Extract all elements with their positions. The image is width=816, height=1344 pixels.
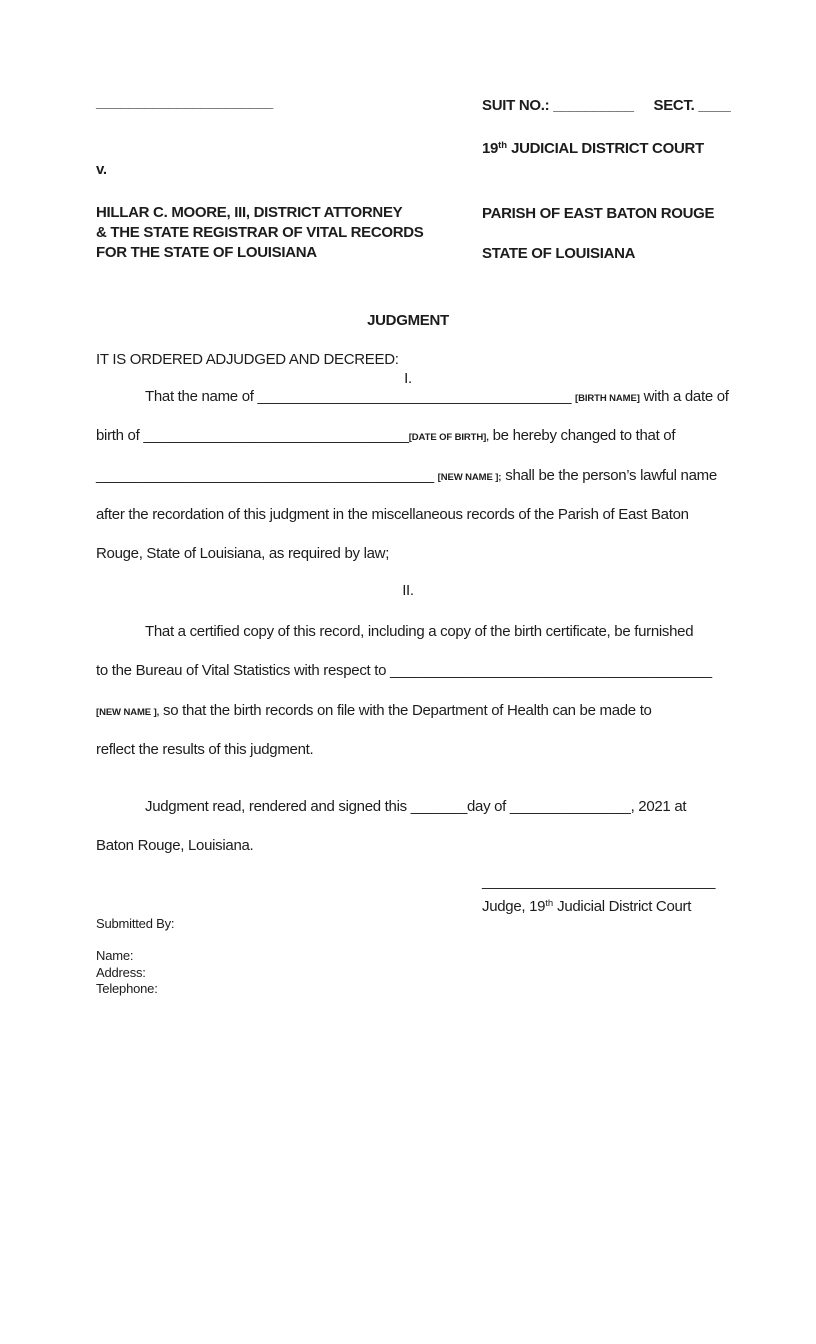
section-two-heading: II. [402, 582, 414, 599]
submitted-by-label: Submitted By: [96, 916, 175, 931]
closing-paragraph [96, 787, 756, 866]
document-line [96, 787, 756, 826]
placeholder-tag: [DATE OF BIRTH], [408, 432, 489, 444]
text-run: after the recordation of this judgment in the miscellaneous records of the Parish of East Baton [96, 505, 689, 523]
respondent-line: FOR THE STATE OF LOUISIANA [96, 244, 317, 261]
placeholder-tag: [BIRTH NAME] [575, 393, 640, 404]
text-run: That a certified copy of this record, including a copy of the birth certificate, be furnished [145, 623, 694, 640]
respondent-line: & THE STATE REGISTRAR OF VITAL RECORDS [96, 224, 424, 241]
document-title: JUDGMENT [367, 312, 449, 329]
judge-title-suffix: Judicial District Court [557, 898, 692, 915]
submitted-field-label: Name: [96, 948, 134, 963]
blank-underline: ________________________________________ [390, 662, 712, 680]
text-run: Baton Rouge, Louisiana. [96, 837, 254, 855]
submitted-field-label: Address: [96, 964, 146, 980]
judge-title-line [482, 897, 691, 919]
decree-intro: IT IS ORDERED ADJUDGED AND DECREED: [96, 351, 399, 368]
respondent-line: HILLAR C. MOORE, III, DISTRICT ATTORNEY [96, 204, 403, 221]
text-run: That the name of [145, 388, 258, 405]
placeholder-tag: [NEW NAME ], [96, 706, 160, 718]
document-line [96, 495, 756, 534]
respondent-block [96, 203, 424, 263]
text-run: Rouge, State of Louisiana, as required by law; [96, 545, 390, 563]
text-run: shall be the person’s lawful name [501, 466, 717, 484]
document-line [96, 612, 756, 651]
state-line: STATE OF LOUISIANA [482, 245, 636, 262]
submitted-by-fields [96, 948, 158, 998]
versus-label: v. [96, 161, 107, 178]
judge-signature-blank: _____________________________ [482, 873, 716, 890]
text-run: reflect the results of this judgment. [96, 740, 314, 758]
suit-no-label: SUIT NO.: [482, 97, 550, 114]
paragraph-one [96, 377, 756, 573]
document-line [96, 416, 756, 455]
document-line [96, 730, 756, 769]
blank-underline: __________________________________________ [96, 466, 434, 484]
petitioner-name-blank: ______________________ [96, 94, 273, 111]
blank-underline: _________________________________ [143, 427, 409, 445]
text-run: be hereby changed to that of [488, 427, 676, 445]
sect-blank: ____ [698, 97, 731, 114]
parish-line: PARISH OF EAST BATON ROUGE [482, 205, 715, 222]
judge-title-prefix: Judge, 19 [482, 898, 546, 915]
blank-underline: _______________________________________ [257, 388, 572, 405]
court-name: JUDICIAL DISTRICT COURT [511, 140, 704, 157]
text-run: , 2021 at [630, 798, 687, 815]
document-line [96, 534, 756, 573]
sect-label: SECT. [653, 97, 695, 114]
placeholder-tag: [NEW NAME ]; [437, 471, 502, 483]
court-name-line [482, 139, 704, 161]
document-line [96, 826, 756, 865]
blank-underline: _______ [410, 798, 467, 815]
text-run: so that the birth records on file with the Department of Health can be made to [159, 701, 652, 719]
text-run: birth of [96, 427, 144, 445]
blank-underline: _______________ [509, 798, 631, 815]
section-one-heading: I. [404, 370, 412, 387]
text-run: with a date of [639, 388, 729, 405]
document-line [96, 651, 756, 690]
suit-number-line [482, 96, 731, 116]
text-run: to the Bureau of Vital Statistics with respect to [96, 662, 391, 680]
submitted-field-label: Telephone: [96, 981, 158, 996]
paragraph-two [96, 612, 756, 769]
text-run: Judgment read, rendered and signed this [145, 798, 411, 815]
suit-no-blank: __________ [553, 97, 634, 114]
text-run: day of [466, 798, 510, 815]
court-number: 19 [482, 140, 499, 157]
document-line [96, 377, 756, 416]
court-ordinal-superscript: th [498, 140, 508, 151]
document-line [96, 691, 756, 730]
document-line [96, 456, 756, 495]
judge-ordinal-superscript: th [545, 898, 554, 909]
